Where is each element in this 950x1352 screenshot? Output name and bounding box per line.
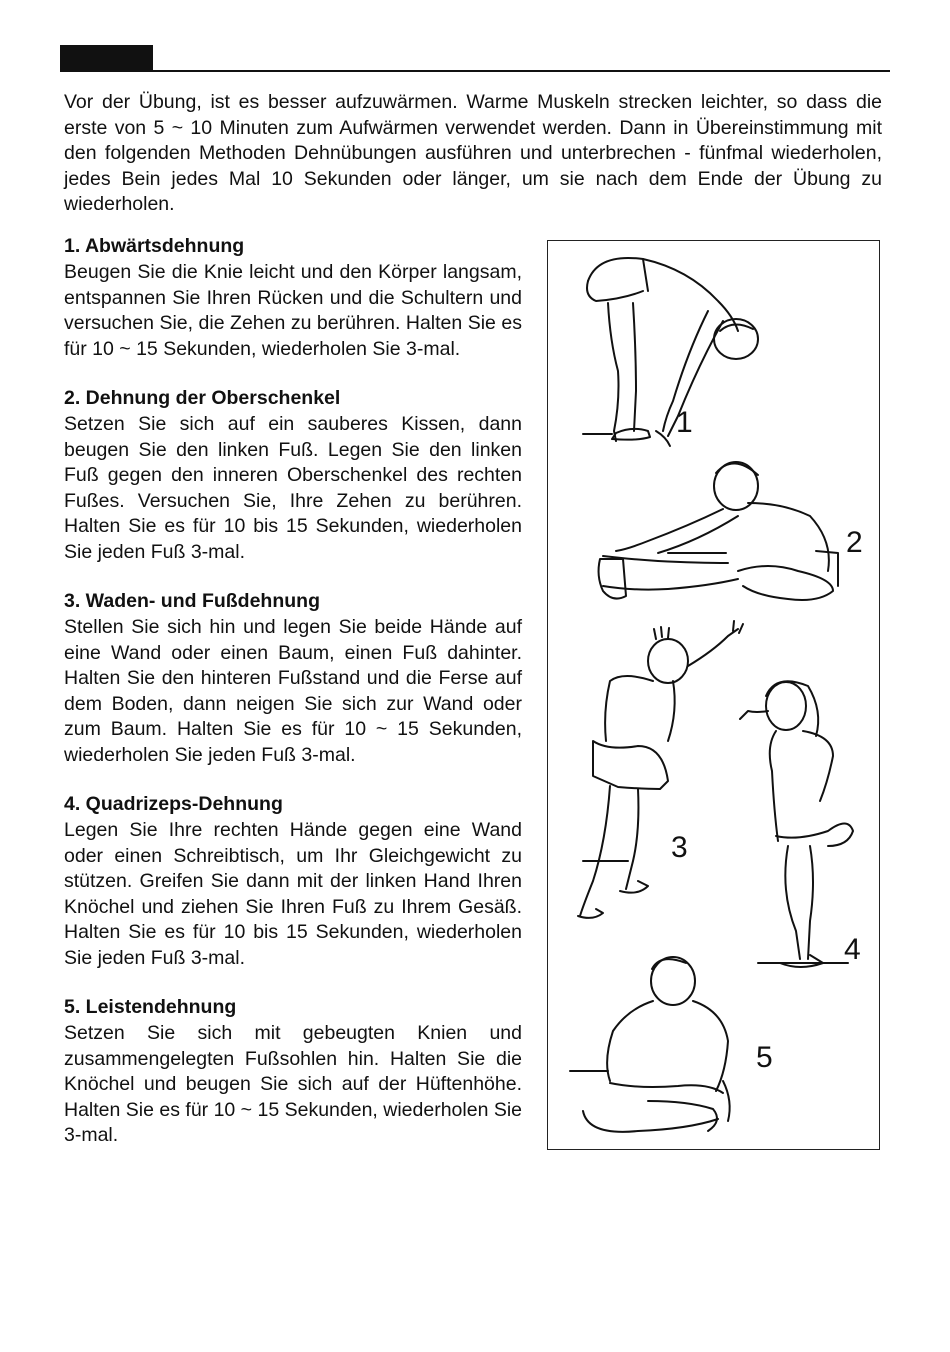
section-2-text: Setzen Sie sich auf ein sauberes Kissen, dann beugen Sie den linken Fuß. Legen Sie den linken Fuß gegen den inneren Oberschenkel des rechten Fußes. Versuchen Sie, Ihre Zehen zu berühren. Halten Sie es für 10 bis 15 Sekunden, wiederholen Sie jeden Fuß 3-mal. (64, 413, 522, 563)
figure-1-illustration (583, 258, 758, 446)
header-rule (60, 70, 890, 72)
figure-2-illustration (599, 462, 838, 600)
section-4 (64, 791, 522, 971)
section-1 (64, 233, 522, 362)
section-1-title: 1. Abwärtsdehnung (64, 235, 245, 257)
section-5 (64, 994, 522, 1149)
section-5-title: 5. Leistendehnung (64, 996, 237, 1018)
section-2-title: 2. Dehnung der Oberschenkel (64, 387, 341, 409)
figure-5-illustration (570, 957, 730, 1132)
section-3-text: Stellen Sie sich hin und legen Sie beide Hände auf eine Wand oder einen Baum, einen Fuß dahinter. Halten Sie den hinteren Fußstand und die Ferse auf dem Boden, dann neigen Sie sich zur Wand oder zum Baum. Halten Sie es für 10 ~ 15 Sekunden, wiederholen Sie jeden Fuß 3-mal. (64, 616, 522, 766)
figure-3-illustration (578, 621, 743, 918)
figure-label-4: 4 (844, 933, 861, 966)
illustration-panel (547, 240, 880, 1150)
section-4-title: 4. Quadrizeps-Dehnung (64, 793, 283, 815)
section-5-text: Setzen Sie sich mit gebeugten Knien und zusammengelegten Fußsohlen hin. Halten Sie die Knöchel und beugen Sie sich auf der Hüftenhöhe. Halten Sie es für 10 ~ 15 Sekunden, wiederholen Sie 3-mal. (64, 1022, 523, 1146)
section-3 (64, 588, 522, 768)
figure-4-illustration (740, 681, 853, 967)
section-3-title: 3. Waden- und Fußdehnung (64, 590, 320, 612)
figure-label-5: 5 (756, 1041, 773, 1074)
section-2 (64, 385, 522, 565)
figure-label-2: 2 (846, 526, 863, 559)
header-block (60, 45, 153, 72)
instructions-column (64, 233, 522, 1172)
figure-label-3: 3 (671, 831, 688, 864)
section-4-text: Legen Sie Ihre rechten Hände gegen eine Wand oder einen Schreibtisch, um Ihr Gleichgewicht zu stützen. Greifen Sie dann mit der linken Hand Ihren Knöchel und ziehen Sie Ihren Fuß zu Ihrem Gesäß. Halten Sie es für 10 bis 15 Sekunden, wiederholen Sie jeden Fuß 3-mal. (64, 819, 522, 969)
intro-paragraph: Vor der Übung, ist es besser aufzuwärmen. Warme Muskeln strecken leichter, so dass die erste von 5 ~ 10 Minuten zum Aufwärmen verwendet werden. Dann in Übereinstimmung mit den folgenden Methoden Dehnübungen ausführen und unterbrechen - fünfmal wiederholen, jedes Bein jedes Mal 10 Sekunden oder länger, um sie nach dem Ende der Übung zu wiederholen. (64, 91, 882, 215)
figure-label-1: 1 (676, 406, 693, 439)
section-1-text: Beugen Sie die Knie leicht und den Körper langsam, entspannen Sie Ihren Rücken und die Schultern und versuchen Sie, die Zehen zu berühren. Halten Sie es für 10 ~ 15 Sekunden, wiederholen Sie 3-mal. (64, 261, 522, 360)
